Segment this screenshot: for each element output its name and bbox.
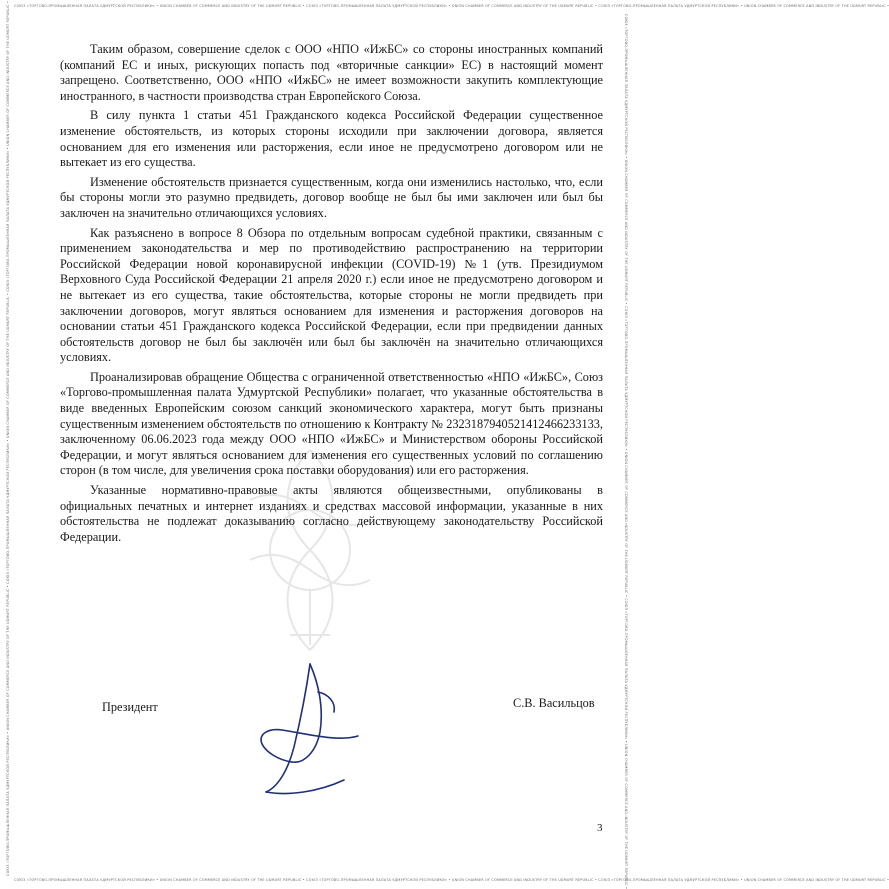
paragraph-sanctions-conclusion: Таким образом, совершение сделок с ООО «НПО «ИжБС» со стороны иностранных компаний (компаний ЕС и иных, рискующих попасть под «вторичные санкции» ЕС) в настоящий момент запрещено. Соответственно, ООО «НПО «ИжБС» не имеет возможности закупить комплектующие иностранного, в частности производства стран Европейского Союза. bbox=[60, 42, 603, 103]
paragraph-public-acts: Указанные нормативно-правовые акты являются общеизвестными, опубликованы в официальных печатных и интернет изданиях и средствах массовой информации, указанные в них обстоятельства не подлежат доказыванию согласно действующему законодательству Российской Федерации. bbox=[60, 483, 603, 544]
signatory-title: Президент bbox=[102, 700, 158, 714]
paragraph-material-change: Изменение обстоятельств признается существенным, когда они изменились настолько, что, если бы стороны могли это разумно предвидеть, договор вообще не был бы ими заключен или был бы заключен на значительно отличающихся условиях. bbox=[60, 174, 603, 220]
security-border-left: СОЮЗ «ТОРГОВО-ПРОМЫШЛЕННАЯ ПАЛАТА УДМУРТСКОЙ РЕСПУБЛИКИ» • UNION CHAMBER OF COMMERCE AND INDUSTRY OF THE UDMURT REPUBLIC • СОЮЗ «ТОРГОВО-ПРОМЫШЛЕННАЯ ПАЛАТА УДМУРТСКОЙ РЕСПУБЛИКИ» • UNION CHAMBER OF COMMERCE AND INDUSTRY OF THE UDMURT REPUBLIC • СОЮЗ «ТОРГОВО-ПРОМЫШЛЕННАЯ ПАЛАТА УДМУРТСКОЙ РЕСПУБЛИКИ» • UNION CHAMBER OF COMMERCE AND INDUSTRY OF THE UDMURT REPUBLIC • bbox=[6, 0, 10, 876]
handwritten-signature bbox=[248, 652, 368, 802]
signatory-name: С.В. Васильцов bbox=[513, 696, 595, 710]
security-border-right: СОЮЗ «ТОРГОВО-ПРОМЫШЛЕННАЯ ПАЛАТА УДМУРТСКОЙ РЕСПУБЛИКИ» • UNION CHAMBER OF COMMERCE AND INDUSTRY OF THE UDMURT REPUBLIC • СОЮЗ «ТОРГОВО-ПРОМЫШЛЕННАЯ ПАЛАТА УДМУРТСКОЙ РЕСПУБЛИКИ» • UNION CHAMBER OF COMMERCE AND INDUSTRY OF THE UDMURT REPUBLIC • СОЮЗ «ТОРГОВО-ПРОМЫШЛЕННАЯ ПАЛАТА УДМУРТСКОЙ РЕСПУБЛИКИ» • UNION CHAMBER OF COMMERCE AND INDUSTRY OF THE UDMURT REPUBLIC • bbox=[624, 14, 628, 889]
letter-body bbox=[60, 42, 603, 549]
security-border-bottom: СОЮЗ «ТОРГОВО-ПРОМЫШЛЕННАЯ ПАЛАТА УДМУРТСКОЙ РЕСПУБЛИКИ» • UNION CHAMBER OF COMMERCE AND INDUSTRY OF THE UDMURT REPUBLIC • СОЮЗ «ТОРГОВО-ПРОМЫШЛЕННАЯ ПАЛАТА УДМУРТСКОЙ РЕСПУБЛИКИ» • UNION CHAMBER OF COMMERCE AND INDUSTRY OF THE UDMURT REPUBLIC • СОЮЗ «ТОРГОВО-ПРОМЫШЛЕННАЯ ПАЛАТА УДМУРТСКОЙ РЕСПУБЛИКИ» • UNION CHAMBER OF COMMERCE AND INDUSTRY OF THE UDMURT REPUBLIC • bbox=[14, 878, 889, 882]
paragraph-supreme-court-review: Как разъяснено в вопросе 8 Обзора по отдельным вопросам судебной практики, связанным с применением законодательства и мер по противодействию распространению на территории Российской Федерации новой коронавирусной инфекции (COVID-19) №1 (утв. Президиумом Верховного Суда Российской Федерации 21 апреля 2020 г.) если иное не предусмотрено договором и не вытекает из его существа, такие обстоятельства, которые стороны не могли предвидеть при заключении договоров, могут являться основанием для изменения и расторжения договоров на основании статьи 451 Гражданского кодекса Российской Федерации, если при предвидении данных обстоятельств договор не был бы заключён или был бы заключён на значительно отличающихся условиях. bbox=[60, 225, 603, 365]
page-number: 3 bbox=[597, 822, 603, 834]
security-border-top: СОЮЗ «ТОРГОВО-ПРОМЫШЛЕННАЯ ПАЛАТА УДМУРТСКОЙ РЕСПУБЛИКИ» • UNION CHAMBER OF COMMERCE AND INDUSTRY OF THE UDMURT REPUBLIC • СОЮЗ «ТОРГОВО-ПРОМЫШЛЕННАЯ ПАЛАТА УДМУРТСКОЙ РЕСПУБЛИКИ» • UNION CHAMBER OF COMMERCE AND INDUSTRY OF THE UDMURT REPUBLIC • СОЮЗ «ТОРГОВО-ПРОМЫШЛЕННАЯ ПАЛАТА УДМУРТСКОЙ РЕСПУБЛИКИ» • UNION CHAMBER OF COMMERCE AND INDUSTRY OF THE UDMURT REPUBLIC • bbox=[14, 4, 889, 8]
paragraph-article-451: В силу пункта 1 статьи 451 Гражданского кодекса Российской Федерации существенное изменение обстоятельств, из которых стороны исходили при заключении договора, является основанием для его изменения или расторжения, если иное не предусмотрено договором или не вытекает из его существа. bbox=[60, 108, 603, 170]
paragraph-chamber-opinion: Проанализировав обращение Общества с ограниченной ответственностью «НПО «ИжБС», Союз «Торгово-промышленная палата Удмуртской Республики» полагает, что указанные обстоятельства в виде введенных Европейским союзом санкций экономического характера, могут быть признаны существенным изменением обстоятельств по отношению к Контракту № 2323187940521412466233133, заключенному 06.06.2023 года между ООО «НПО «ИжБС» и Министерством обороны Российской Федерации, и могут являться основанием для изменения его существенных условий по соглашению сторон (в том числе, для увеличения срока поставки оборудования) или его расторжения. bbox=[60, 369, 603, 478]
